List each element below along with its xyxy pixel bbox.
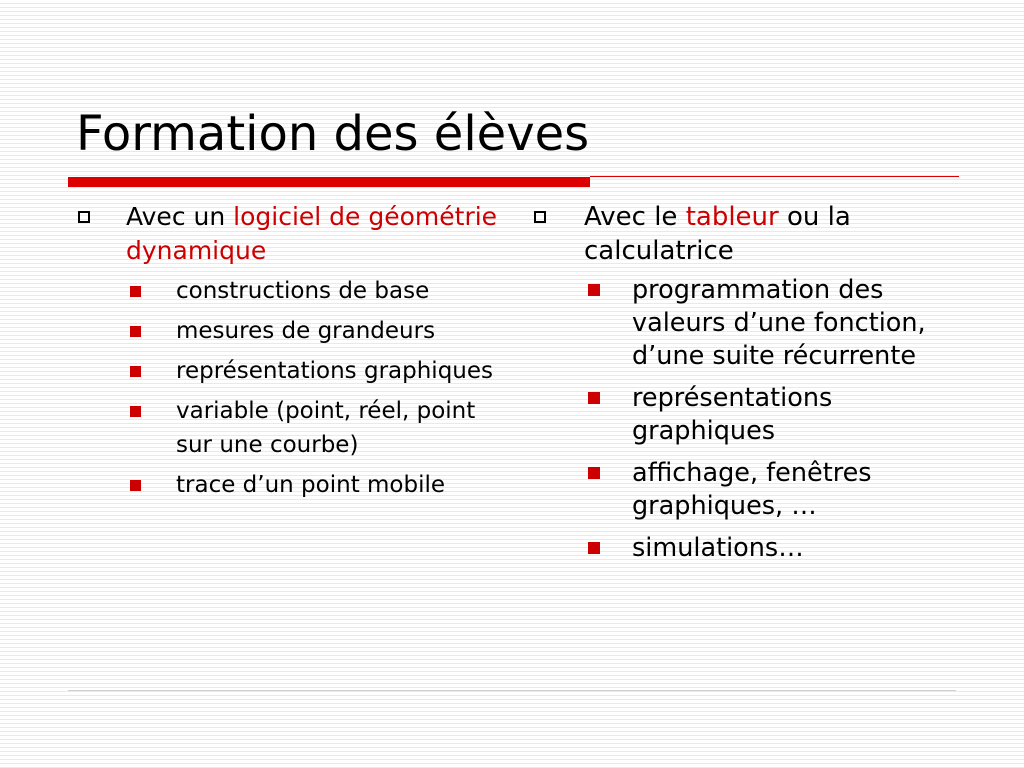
list-item-text: affichage, fenêtres graphiques, … (632, 458, 872, 521)
list-item (532, 274, 972, 373)
list-item-text: programmation des valeurs d’une fonction, d’une suite récurrente (632, 275, 926, 371)
right-item-list (532, 274, 972, 565)
footer-divider (68, 690, 956, 691)
list-item-text: variable (point, réel, point sur une courbe) (176, 398, 476, 458)
list-item-text: représentations graphiques (632, 383, 833, 446)
list-item (78, 274, 518, 308)
left-column (78, 200, 518, 508)
hollow-square-bullet-icon (78, 211, 90, 223)
red-square-bullet-icon (588, 542, 600, 554)
list-item-text: simulations… (632, 533, 804, 563)
red-square-bullet-icon (130, 326, 141, 337)
left-heading (78, 200, 518, 268)
red-square-bullet-icon (130, 406, 141, 417)
list-item-text: mesures de grandeurs (176, 318, 436, 344)
list-item (532, 532, 972, 565)
red-square-bullet-icon (130, 480, 141, 491)
list-item (78, 468, 518, 502)
right-heading (532, 200, 972, 268)
title-underline-thick (68, 177, 590, 187)
slide-title: Formation des élèves (76, 106, 590, 162)
hollow-square-bullet-icon (534, 211, 546, 223)
list-item (532, 382, 972, 448)
list-item-text: représentations graphiques (176, 358, 494, 384)
left-heading-prefix: Avec un (126, 202, 234, 231)
list-item (532, 457, 972, 523)
right-heading-prefix: Avec le (584, 202, 686, 232)
red-square-bullet-icon (130, 366, 141, 377)
red-square-bullet-icon (130, 286, 141, 297)
red-square-bullet-icon (588, 467, 600, 479)
red-square-bullet-icon (588, 392, 600, 404)
left-item-list (78, 274, 518, 502)
list-item (78, 314, 518, 348)
red-square-bullet-icon (588, 284, 600, 296)
list-item-text: constructions de base (176, 278, 430, 304)
list-item (78, 354, 518, 388)
list-item (78, 394, 518, 462)
right-column (532, 200, 972, 574)
left-heading-highlight: logiciel de géométrie dynamique (126, 202, 498, 265)
right-heading-suffix: ou la calculatrice (584, 202, 851, 266)
list-item-text: trace d’un point mobile (176, 472, 446, 498)
right-heading-highlight: tableur (685, 202, 779, 232)
title-underline-thin (590, 176, 959, 177)
